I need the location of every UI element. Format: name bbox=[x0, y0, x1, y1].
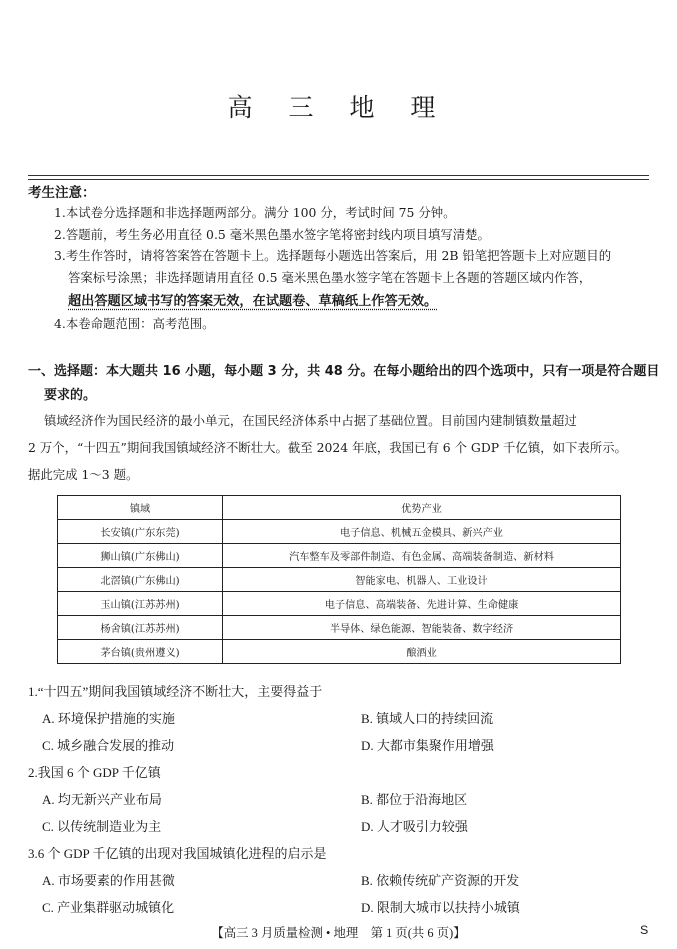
table-header-town: 镇域 bbox=[58, 496, 223, 520]
notice-item-3: 3.考生作答时，请将答案答在答题卡上。选择题每小题选出答案后，用 2B 铅笔把答题卡上对应题目的 bbox=[54, 248, 612, 263]
table-cell-industry: 酿酒业 bbox=[223, 640, 621, 664]
table-cell-town: 长安镇(广东东莞) bbox=[58, 520, 223, 544]
question-3-option-d: D. 限制大城市以扶持小城镇 bbox=[361, 900, 520, 915]
question-1-option-a: A. 环境保护措施的实施 bbox=[42, 711, 175, 726]
table-cell-industry: 电子信息、机械五金模具、新兴产业 bbox=[223, 520, 621, 544]
question-3-option-c: C. 产业集群驱动城镇化 bbox=[42, 900, 175, 915]
question-2-option-c: C. 以传统制造业为主 bbox=[42, 819, 162, 834]
table-cell-town: 狮山镇(广东佛山) bbox=[58, 544, 223, 568]
question-3-option-a: A. 市场要素的作用甚微 bbox=[42, 873, 175, 888]
table-cell-industry: 汽车整车及零部件制造、有色金属、高端装备制造、新材料 bbox=[223, 544, 621, 568]
table-row bbox=[58, 544, 621, 568]
table-cell-town: 茅台镇(贵州遵义) bbox=[58, 640, 223, 664]
table-cell-industry: 智能家电、机器人、工业设计 bbox=[223, 568, 621, 592]
table-cell-town: 杨舍镇(江苏苏州) bbox=[58, 616, 223, 640]
table-header-row bbox=[58, 496, 621, 520]
notice-item-1: 1.本试卷分选择题和非选择题两部分。满分 100 分，考试时间 75 分钟。 bbox=[54, 205, 456, 220]
table-cell-industry: 电子信息、高端装备、先进计算、生命健康 bbox=[223, 592, 621, 616]
passage-line-2: 2 万个，“十四五”期间我国镇域经济不断壮大。截至 2024 年底，我国已有 6 个 GDP 千亿镇，如下表所示。 bbox=[28, 440, 627, 455]
notice-item-2: 2.答题前，考生务必用直径 0.5 毫米黑色墨水签字笔将密封线内项目填写清楚。 bbox=[54, 227, 490, 242]
table-row bbox=[58, 568, 621, 592]
table-cell-town: 玉山镇(江苏苏州) bbox=[58, 592, 223, 616]
table-header-industry: 优势产业 bbox=[223, 496, 621, 520]
table-cell-industry: 半导体、绿色能源、智能装备、数字经济 bbox=[223, 616, 621, 640]
header-rule-thick bbox=[28, 175, 649, 176]
question-2-option-d: D. 人才吸引力较强 bbox=[361, 819, 468, 834]
question-2-stem: 2.我国 6 个 GDP 千亿镇 bbox=[28, 765, 161, 780]
question-1-option-d: D. 大都市集聚作用增强 bbox=[361, 738, 494, 753]
page-title: 高 三 地 理 bbox=[227, 93, 450, 122]
question-1-stem: 1.“十四五”期间我国镇域经济不断壮大，主要得益于 bbox=[28, 684, 323, 699]
header-rule-thin bbox=[28, 179, 649, 180]
table-row bbox=[58, 592, 621, 616]
notice-item-3-emphasis: 超出答题区域书写的答案无效，在试题卷、草稿纸上作答无效。 bbox=[68, 294, 438, 309]
town-industry-table bbox=[57, 495, 621, 664]
notice-item-4: 4.本卷命题范围：高考范围。 bbox=[54, 316, 215, 331]
table-row bbox=[58, 640, 621, 664]
section-heading: 一、选择题：本大题共 16 小题，每小题 3 分，共 48 分。在每小题给出的四个选项中，只有一项是符合题目 bbox=[28, 364, 660, 379]
question-2-option-a: A. 均无新兴产业布局 bbox=[42, 792, 162, 807]
notice-item-3-cont: 答案标号涂黑；非选择题请用直径 0.5 毫米黑色墨水签字笔在答题卡上各题的答题区域内作答， bbox=[68, 270, 592, 285]
table-row bbox=[58, 520, 621, 544]
question-1-option-b: B. 镇域人口的持续回流 bbox=[361, 711, 494, 726]
footer-code: S bbox=[640, 923, 649, 937]
question-1-option-c: C. 城乡融合发展的推动 bbox=[42, 738, 175, 753]
passage-line-3: 据此完成 1～3 题。 bbox=[28, 467, 139, 482]
passage-line-1: 镇域经济作为国民经济的最小单元，在国民经济体系中占据了基础位置。目前国内建制镇数量超过 bbox=[44, 413, 577, 428]
question-3-stem: 3.6 个 GDP 千亿镇的出现对我国城镇化进程的启示是 bbox=[28, 846, 327, 861]
notice-heading: 考生注意： bbox=[28, 185, 96, 201]
question-2-option-b: B. 都位于沿海地区 bbox=[361, 792, 468, 807]
page-footer: 【高三 3 月质量检测 • 地理 第 1 页(共 6 页)】 bbox=[211, 926, 466, 940]
table-row bbox=[58, 616, 621, 640]
section-heading-cont: 要求的。 bbox=[44, 388, 97, 403]
table-cell-town: 北滘镇(广东佛山) bbox=[58, 568, 223, 592]
question-3-option-b: B. 依赖传统矿产资源的开发 bbox=[361, 873, 520, 888]
